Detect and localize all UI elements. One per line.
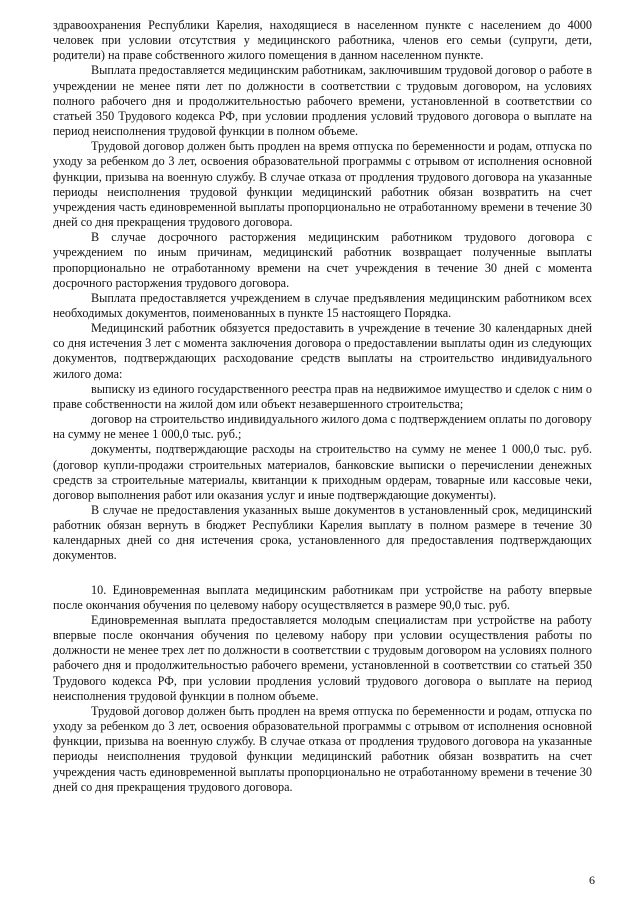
paragraph-continuation: здравоохранения Республики Карелия, находящиеся в населенном пункте с населением до 4000 человек при условии отсутствия у медицинского работника, членов его семьи (супруги, дети, родители) на праве собственного жилого помещения в данном населенном пункте. bbox=[53, 18, 592, 63]
paragraph-contract-extension-2: Трудовой договор должен быть продлен на время отпуска по беременности и родам, отпуска по уходу за ребенком до 3 лет, освоения образовательной программы с отрывом от исполнения основной функции, призыва на военную службу. В случае отказа от продления трудового договора на указанные периоды неисполнения трудовой функции медицинский работник обязан возвратить на счет учреждения часть единовременной выплаты пропорционально не отработанному времени в течение 30 дней со дня прекращения трудового договора. bbox=[53, 703, 592, 794]
page-number: 6 bbox=[589, 873, 595, 887]
paragraph-early-termination: В случае досрочного расторжения медицинским работником трудового договора с учреждением по иным причинам, медицинский работник возвращает полученные выплаты пропорционально не отработанному времени на счет учреждения в течение 30 дней с момента досрочного расторжения трудового договора. bbox=[53, 230, 592, 290]
document-body bbox=[53, 18, 592, 795]
paragraph-documents-required: Выплата предоставляется учреждением в случае предъявления медицинским работником всех необходимых документов, поименованных в пункте 15 настоящего Порядка. bbox=[53, 290, 592, 320]
paragraph-payment-conditions: Выплата предоставляется медицинским работникам, заключившим трудовой договор о работе в учреждении не менее пяти лет по должности в соответствии с трудовым договором, на условиях полного рабочего дня и продолжительностью рабочего времени, установленной в соответствии со статьей 350 Трудового кодекса РФ, при условии продления условий трудового договора о выплате на период неисполнения трудовой функции в полном объеме. bbox=[53, 63, 592, 139]
list-item-expense-documents: документы, подтверждающие расходы на строительство на сумму не менее 1 000,0 тыс. руб. (договор купли-продажи строительных материалов, банковские выписки о перечислении денежных средств за строительные материалы, квитанции к приходным ордерам, товарные или кассовые чеки, договор выполнения работ или оказания услуг и иные подтверждающие документы). bbox=[53, 442, 592, 502]
paragraph-obligation: Медицинский работник обязуется предоставить в учреждение в течение 30 календарных дней со дня истечения 3 лет с момента заключения договора о предоставлении выплаты один из следующих документов, подтверждающих расходование средств выплаты на строительство индивидуального жилого дома: bbox=[53, 321, 592, 381]
list-item-construction-contract: договор на строительство индивидуального жилого дома с подтверждением оплаты по договору на сумму не менее 1 000,0 тыс. руб.; bbox=[53, 412, 592, 442]
paragraph-contract-extension: Трудовой договор должен быть продлен на время отпуска по беременности и родам, отпуска по уходу за ребенком до 3 лет, освоения образовательной программы с отрывом от исполнения основной функции, призыва на военную службу. В случае отказа от продления трудового договора на указанные периоды неисполнения трудовой функции медицинский работник обязан возвратить на счет учреждения часть единовременной выплаты пропорционально не отработанному времени в течение 30 дней со дня прекращения трудового договора. bbox=[53, 139, 592, 230]
paragraph-non-provision: В случае не предоставления указанных выше документов в установленный срок, медицинский работник обязан вернуть в бюджет Республики Карелия выплату в полном размере в течение 30 календарных дней со дня истечения срока, установленного для предоставления подтверждающих документов. bbox=[53, 503, 592, 563]
paragraph-young-specialists: Единовременная выплата предоставляется молодым специалистам при устройстве на работу впервые после окончания обучения по целевому набору при условии осуществления работы по должности не менее трех лет по должности в соответствии с трудовым договором на условиях полного рабочего дня и продолжительностью рабочего времени, установленной в соответствии со статьей 350 Трудового кодекса РФ, при условии продления условий трудового договора о выплате на период неисполнения трудовой функции в полном объеме. bbox=[53, 612, 592, 703]
list-item-registry-extract: выписку из единого государственного реестра прав на недвижимое имущество и сделок с ним о праве собственности на жилой дом или объект незавершенного строительства; bbox=[53, 381, 592, 411]
paragraph-section-10: 10. Единовременная выплата медицинским работникам при устройстве на работу впервые после окончания обучения по целевому набору осуществляется в размере 90,0 тыс. руб. bbox=[53, 582, 592, 612]
